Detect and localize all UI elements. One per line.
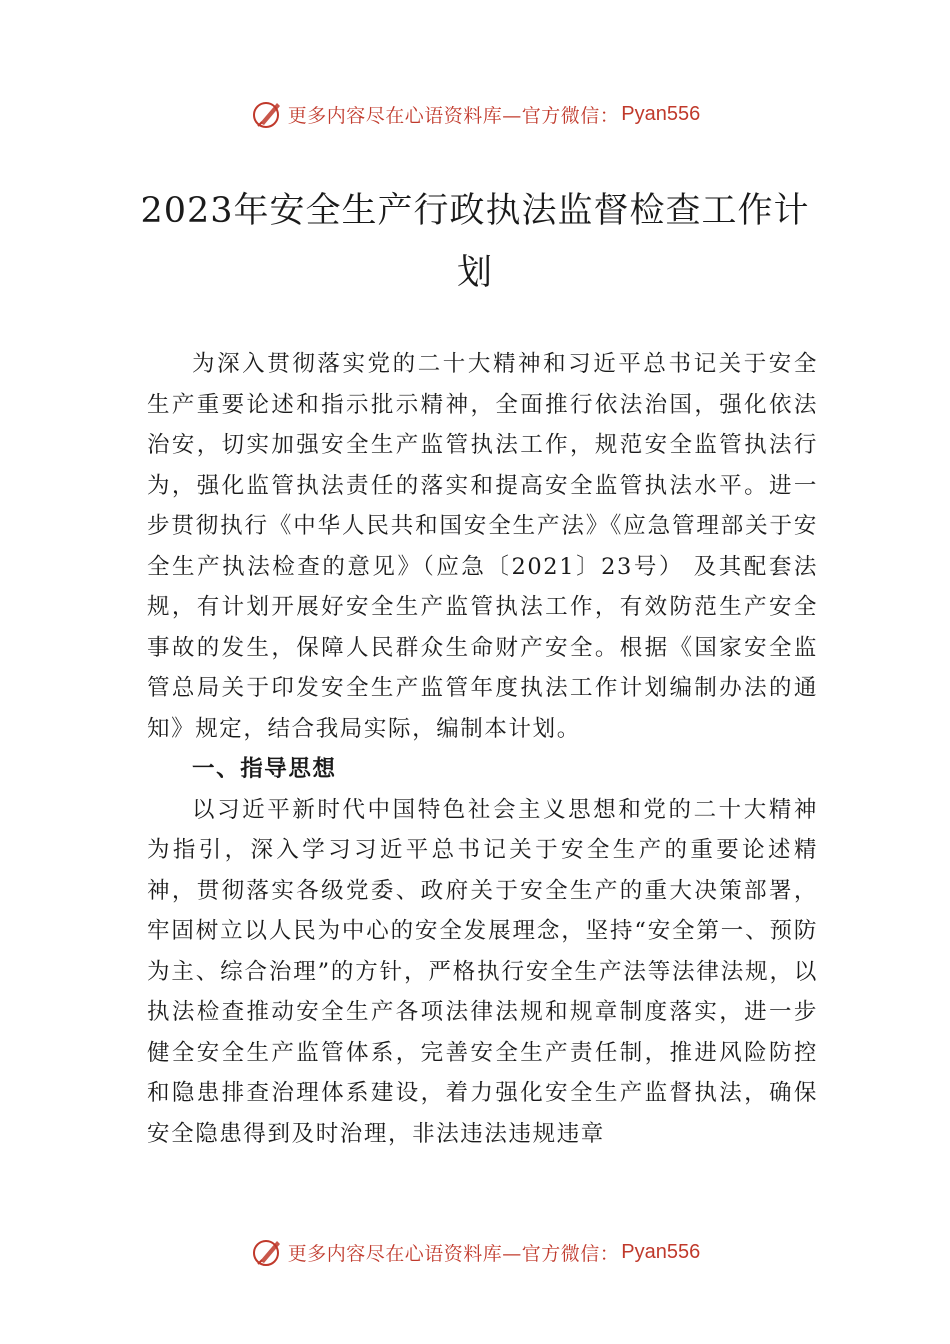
intro-paragraph: 为深入贯彻落实党的二十大精神和习近平总书记关于安全生产重要论述和指示批示精神，全面推行依法治国，强化依法治安，切实加强安全生产监管执法工作，规范安全监管执法行为，强化监管执法责任的落实和提高安全监管执法水平。进一步贯彻执行《中华人民共和国安全生产法》《应急管理部关于安全生产执法检查的意见》（应急〔2021〕23号） 及其配套法规，有计划开展好安全生产监管执法工作，有效防范生产安全事故的发生，保障人民群众生命财产安全。根据《国家安全监管总局关于印发安全生产监管年度执法工作计划编制办法的通知》规定，结合我局实际，编制本计划。 bbox=[147, 351, 818, 742]
quill-logo-icon bbox=[250, 97, 284, 131]
watermark-wechat-id: Pyan556 bbox=[621, 1240, 701, 1263]
watermark-banner-bottom bbox=[0, 1232, 950, 1272]
guiding-thought-paragraph: 以习近平新时代中国特色社会主义思想和党的二十大精神为指引，深入学习习近平总书记关于安全生产的重要论述精神，贯彻落实各级党委、政府关于安全生产的重大决策部署，牢固树立以人民为中心的安全发展理念，坚持“安全第一、预防为主、综合治理”的方针，严格执行安全生产法等法律法规，以执法检查推动安全生产各项法律法规和规章制度落实，进一步健全安全生产监管体系，完善安全生产责任制，推进风险防控和隐患排查治理体系建设，着力强化安全生产监督执法，确保安全隐患得到及时治理，非法违法违规违章 bbox=[147, 796, 818, 1147]
quill-logo-icon bbox=[250, 1235, 284, 1269]
document-body bbox=[147, 344, 818, 1154]
section-heading: 一、指导思想 bbox=[192, 756, 337, 782]
document-title: 2023年安全生产行政执法监督检查工作计划 bbox=[140, 191, 810, 293]
watermark-promo-text: 更多内容尽在心语资料库—官方微信： bbox=[287, 104, 620, 127]
watermark-banner-top bbox=[0, 94, 950, 134]
watermark-wechat-id: Pyan556 bbox=[621, 102, 701, 125]
watermark-promo-text: 更多内容尽在心语资料库—官方微信： bbox=[287, 1242, 620, 1265]
